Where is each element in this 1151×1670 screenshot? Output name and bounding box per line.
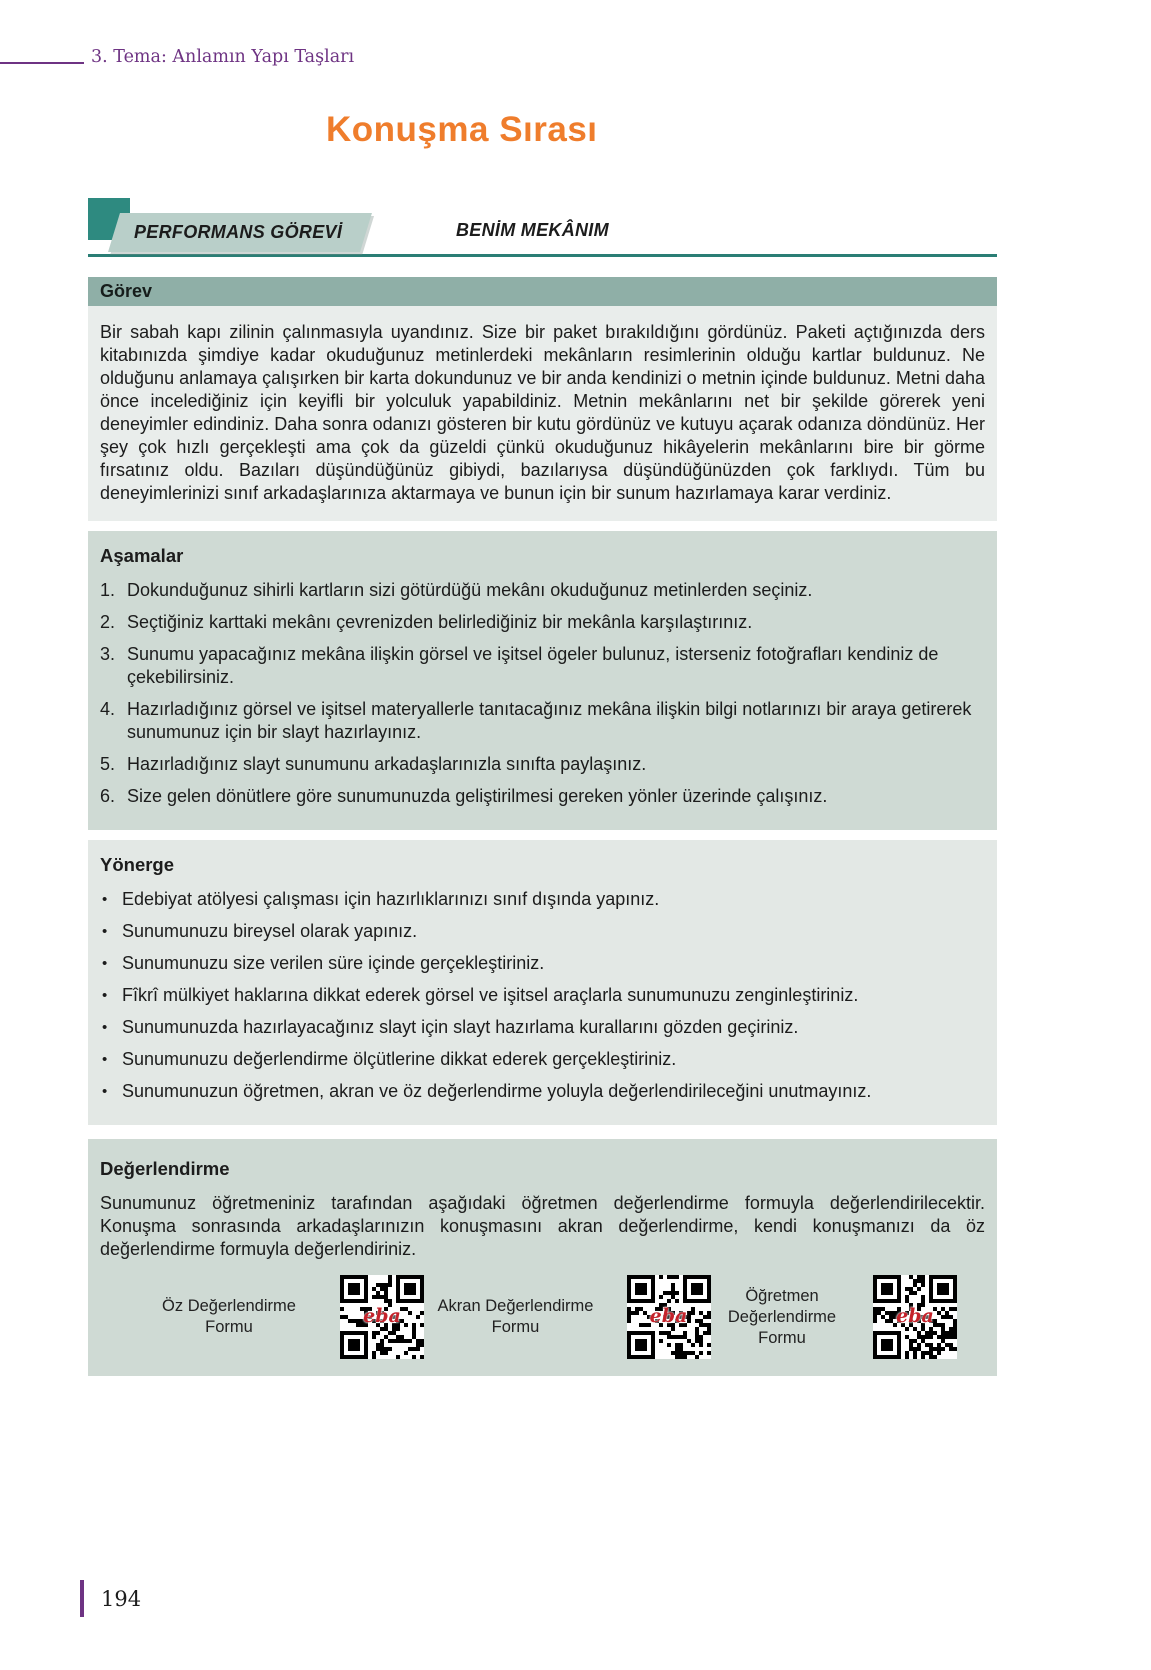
bullet-text: Sunumunuzda hazırlayacağınız slayt için slayt hazırlama kurallarını gözden geçiriniz. (122, 1017, 799, 1037)
bullet-item (100, 920, 985, 943)
bullet-dot: • (102, 1019, 108, 1036)
evaluation-form-label: Öz Değerlendirme Formu (162, 1297, 296, 1336)
bullet-dot: • (102, 1051, 108, 1068)
bullet-text: Sunumunuzu bireysel olarak yapınız. (122, 921, 418, 941)
task-title: BENİM MEKÂNIM (456, 220, 609, 240)
section-asamalar (88, 531, 997, 830)
bullet-text: Fîkrî mülkiyet haklarına dikkat ederek görsel ve işitsel araçlarla sunumunuzu zenginleştiriniz. (122, 985, 859, 1005)
degerlendirme-heading: Değerlendirme (100, 1158, 230, 1179)
page-number: 194 (101, 1586, 142, 1611)
bullet-text: Edebiyat atölyesi çalışması için hazırlıklarınızı sınıf dışında yapınız. (122, 889, 660, 909)
yonerge-heading: Yönerge (100, 854, 175, 875)
step-text: Dokunduğunuz sihirli kartların sizi götürdüğü mekânı okuduğunuz metinlerden seçiniz. (127, 580, 813, 600)
step-number: 3. (100, 644, 116, 664)
step-text: Hazırladığınız görsel ve işitsel materyallerle tanıtacağınız mekâna ilişkin bilgi notlarınızı bir araya getirerek sunumunuz için bir slayt hazırlayınız. (127, 699, 972, 742)
qr-code (627, 1275, 711, 1359)
step-item (100, 753, 985, 776)
step-number: 1. (100, 580, 116, 600)
bullet-item (100, 1048, 985, 1071)
bullet-item (100, 952, 985, 975)
bullet-text: Sunumunuzun öğretmen, akran ve öz değerlendirme yoluyla değerlendirileceğini unutmayınız. (122, 1081, 872, 1101)
qr-code (873, 1275, 957, 1359)
gorev-heading-bar: Görev (88, 277, 997, 306)
step-item (100, 579, 985, 602)
evaluation-forms-row (100, 1273, 985, 1363)
evaluation-form-label: Akran Değerlendirme Formu (437, 1297, 594, 1336)
bullet-item (100, 1016, 985, 1039)
section-yonerge (88, 840, 997, 1125)
bullet-text: Sunumunuzu size verilen süre içinde gerçekleştiriniz. (122, 953, 545, 973)
gorev-body-text: Bir sabah kapı zilinin çalınmasıyla uyandınız. Size bir paket bırakıldığını gördünüz. Paketi açtığınızda ders kitabınızda şimdiye kadar okuduğunuz metinlerdeki mekânların resimlerinin olduğu kartlar buldunuz. Ne olduğunu anlamaya çalışırken bir karta dokundunuz ve bir anda kendinizi o metnin içinde buldunuz. Metni daha önce incelediğiniz için keyifli bir yolculuk yapabildiniz. Metnin mekânlarını net bir şekilde görerek yeni deneyimler edindiniz. Daha sonra odanızı gösteren bir kutu gördünüz ve kutuyu açarak odanıza döndünüz. Her şey çok hızlı gerçekleşti ama çok da güzeldi çünkü okuduğunuz hikâyelerin mekânlarını bire bir görme fırsatınız oldu. Bazıları düşündüğünüz gibiydi, bazılarıysa düşündüğünüzden çok farklıydı. Tüm bu deneyimlerinizi sınıf arkadaşlarınıza aktarmaya ve bunun için bir sunum hazırlamaya karar verdiniz. (88, 306, 997, 521)
page-title: Konuşma Sırası (326, 110, 598, 149)
bullet-item (100, 888, 985, 911)
evaluation-form-group (144, 1275, 424, 1359)
evaluation-form-group (717, 1275, 957, 1359)
breadcrumb-rule-line (0, 62, 84, 64)
asamalar-heading: Aşamalar (100, 545, 184, 566)
step-text: Size gelen dönütlere göre sunumunuzda geliştirilmesi gereken yönler üzerinde çalışınız. (127, 786, 828, 806)
step-item (100, 643, 985, 689)
qr-code (340, 1275, 424, 1359)
breadcrumb-label: 3. Tema: Anlamın Yapı Taşları (91, 47, 355, 67)
step-number: 6. (100, 786, 116, 806)
page-footer (80, 1580, 141, 1617)
bullet-text: Sunumunuzu değerlendirme ölçütlerine dikkat ederek gerçekleştiriniz. (122, 1049, 677, 1069)
breadcrumb (0, 46, 1151, 68)
textbook-page (0, 46, 1151, 1611)
yonerge-bullet-list (100, 888, 985, 1103)
bullet-dot: • (102, 955, 108, 972)
bullet-dot: • (102, 987, 108, 1004)
step-number: 4. (100, 699, 116, 719)
performance-task-badge-label: PERFORMANS GÖREVİ (134, 222, 343, 242)
step-text: Sunumu yapacağınız mekâna ilişkin görsel ve işitsel ögeler bulunuz, isterseniz fotoğrafları kendiniz de çekebilirsiniz. (127, 644, 939, 687)
step-item (100, 785, 985, 808)
step-item (100, 698, 985, 744)
eba-logo: eba (649, 1305, 688, 1327)
step-text: Hazırladığınız slayt sunumunu arkadaşlarınızla sınıfta paylaşınız. (127, 754, 647, 774)
evaluation-form-label: Öğretmen Değerlendirme Formu (727, 1286, 837, 1347)
bullet-dot: • (102, 1083, 108, 1100)
eba-logo: eba (363, 1305, 401, 1327)
section-degerlendirme (88, 1139, 997, 1376)
bullet-dot: • (102, 923, 108, 940)
asamalar-step-list (100, 579, 985, 808)
step-number: 5. (100, 754, 116, 774)
teal-divider-rule (88, 254, 997, 257)
section-gorev (88, 277, 997, 521)
bullet-item (100, 1080, 985, 1103)
bullet-dot: • (102, 891, 108, 908)
step-text: Seçtiğiniz karttaki mekânı çevrenizden belirlediğiniz bir mekânla karşılaştırınız. (127, 612, 753, 632)
evaluation-form-group (431, 1275, 711, 1359)
eba-logo: eba (896, 1305, 934, 1327)
performance-task-header (88, 198, 997, 254)
bullet-item (100, 984, 985, 1007)
degerlendirme-body-text: Sunumunuz öğretmeniniz tarafından aşağıdaki öğretmen değerlendirme formuyla değerlendirilecektir. Konuşma sonrasında arkadaşlarınızın konuşmasını akran değerlendirme, kendi konuşmanızı da öz değerlendirme formuyla değerlendiriniz. (100, 1193, 985, 1259)
step-item (100, 611, 985, 634)
step-number: 2. (100, 612, 116, 632)
